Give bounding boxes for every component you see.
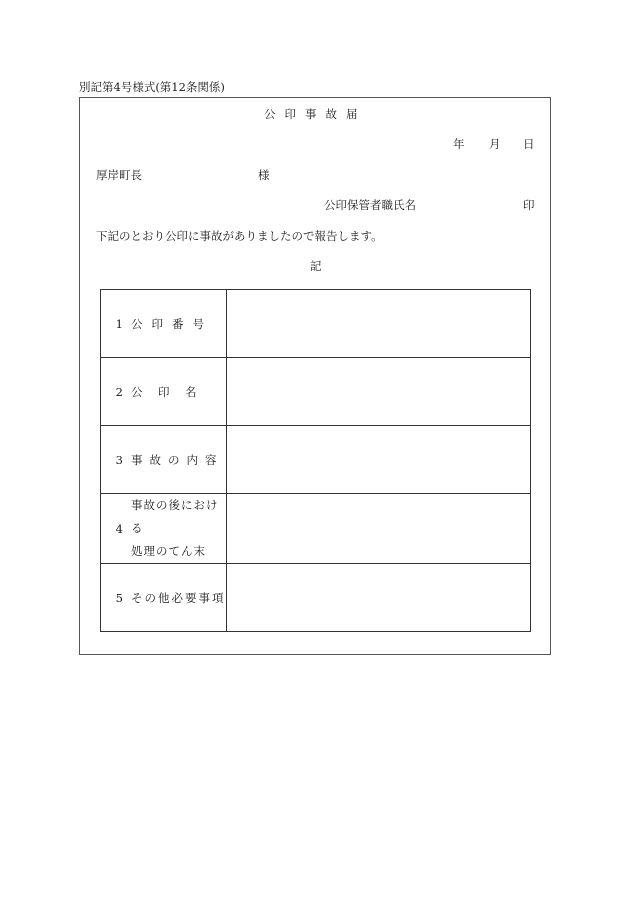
row-number: 4 [115, 521, 123, 536]
post-incident-handling-field[interactable] [227, 494, 531, 564]
document-title: 公印事故届 [264, 107, 367, 121]
form-number-label: 別記第4号様式(第12条関係) [79, 80, 225, 94]
table-row [101, 426, 531, 494]
table-row [101, 564, 531, 632]
row-label: 公印番号 [131, 316, 213, 331]
table-row [101, 494, 531, 564]
row-label: 事故の内容 [131, 452, 224, 467]
row-label-cell [101, 426, 227, 494]
row-label: その他必要事項 [131, 590, 226, 605]
other-required-matters-field[interactable] [227, 564, 531, 632]
row-number: 1 [115, 316, 123, 331]
incident-details-field[interactable] [227, 426, 531, 494]
table-row [101, 358, 531, 426]
date-day-label: 日 [523, 137, 535, 151]
table-row [101, 290, 531, 358]
seal-mark: 印 [523, 198, 535, 212]
row-label-line1: 事故の後における [131, 498, 219, 535]
detail-table [100, 289, 531, 632]
addressee: 厚岸町長 [96, 168, 142, 182]
honorific: 様 [258, 168, 270, 182]
date-month-label: 月 [489, 137, 501, 151]
custodian-name-label: 公印保管者職氏名 [324, 198, 416, 212]
row-label-cell [101, 358, 227, 426]
row-label-cell [101, 290, 227, 358]
row-number: 5 [115, 590, 123, 605]
row-label-cell [101, 564, 227, 632]
ki-heading: 記 [310, 259, 322, 273]
row-label-line2: 処理のてん末 [131, 544, 206, 558]
row-number: 3 [115, 452, 123, 467]
date-year-label: 年 [453, 137, 465, 151]
report-statement: 下記のとおり公印に事故がありましたので報告します。 [96, 229, 383, 243]
row-label-cell [101, 494, 227, 564]
seal-number-field[interactable] [227, 290, 531, 358]
row-number: 2 [115, 384, 123, 399]
seal-name-field[interactable] [227, 358, 531, 426]
row-label: 公 印 名 [131, 384, 199, 399]
